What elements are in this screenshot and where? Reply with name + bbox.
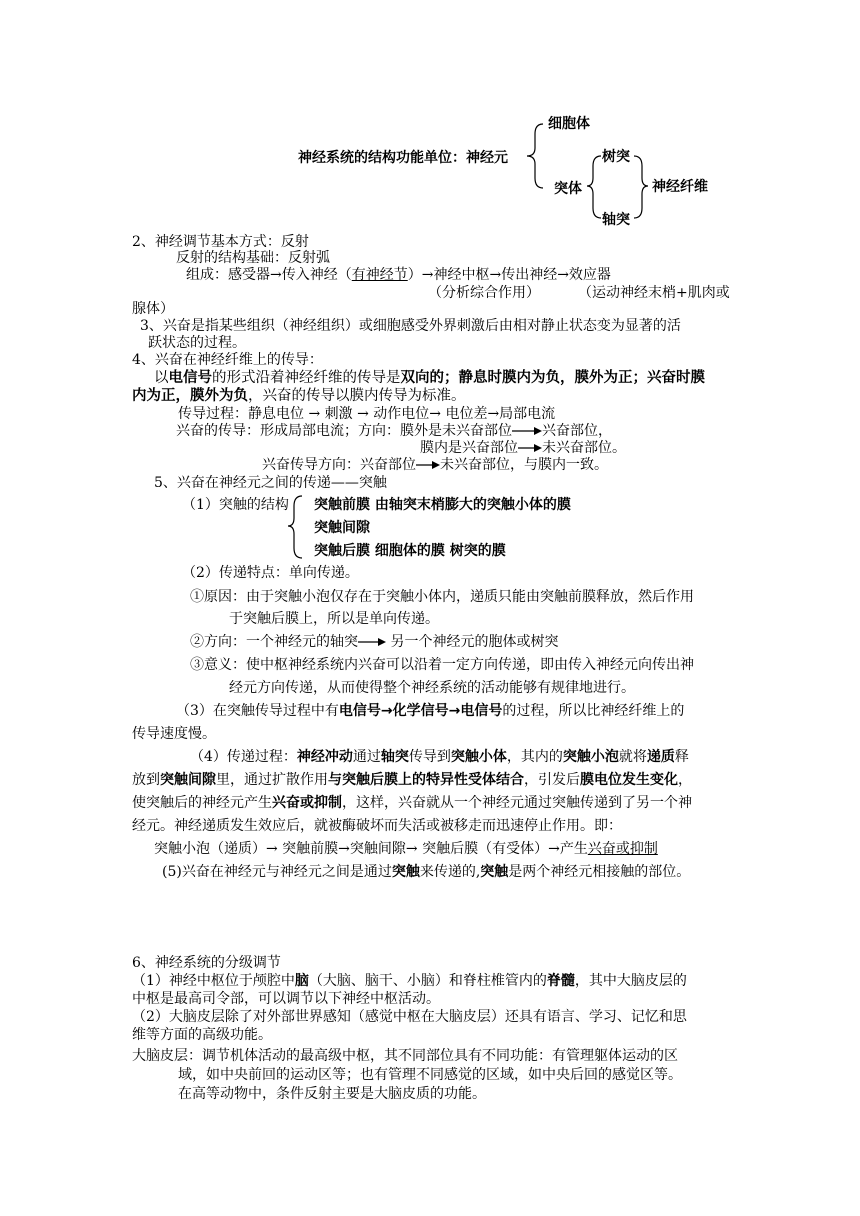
arrow-icon: [358, 637, 386, 647]
s4-p1-electric: 电信号: [168, 370, 212, 386]
s4-direction-a: 兴奋传导方向：兴奋部位: [262, 457, 416, 473]
s5-p5-a: (5)兴奋在神经元与神经元之间是通过: [162, 864, 392, 880]
s5-p4-2f: 膜电位发生变化: [580, 772, 678, 788]
s5-p4-1b: 神经冲动: [296, 749, 353, 765]
s5-p3-c: 的过程，所以比神经纤维上的: [502, 703, 685, 719]
arrow-icon: [512, 426, 542, 436]
tree-axon: 轴突: [602, 212, 630, 228]
s5-meaning1: ③意义：使中枢神经系统内兴奋可以沿着一定方向传递，即由传入神经元向传出神: [190, 657, 694, 673]
s5-reason1: ①原因：由于突触小泡仅存在于突触小体内，递质只能由突触前膜释放，然后作用: [190, 589, 694, 605]
s5-chain-b: 兴奋或抑制: [587, 841, 658, 857]
s5-p4-line3: [132, 794, 692, 812]
s4-p1c: 的形式沿着神经纤维的传导是: [212, 370, 401, 386]
s2-note-analysis: （分析综合作用）: [428, 285, 540, 301]
s5-p5-d: 突触: [480, 864, 509, 880]
s5-p4-2c: 里，通过扩散作用: [216, 772, 328, 788]
s5-reason2: 于突触后膜上，所以是单向传递。: [229, 611, 439, 627]
s5-p3-a: （3）在突触传导过程中有: [176, 703, 339, 719]
s5-dir-a: ②方向：一个神经元的轴突: [190, 634, 358, 650]
s5-p4-3a: 使突触后的神经元产生: [132, 795, 272, 811]
s5-p4-line1: [190, 748, 689, 766]
s5-p4-line4: 经元。神经递质发生效应后，就被酶破坏而失活或被移走而迅速停止作用。即：: [132, 818, 622, 834]
s5-struct-brace: [286, 492, 308, 564]
s5-pre-membrane: 突触前膜 由轴突末梢膨大的突触小体的膜: [314, 497, 571, 513]
s5-p4-2d: 与突触后膜上的特异性受体结合: [328, 772, 524, 788]
s4-heading: 4、兴奋在神经纤维上的传导：: [132, 352, 323, 368]
s5-p3-signals: 电信号→化学信号→电信号: [338, 703, 503, 719]
s2-comp-b: ）→神经中枢→传出神经→效应器: [407, 267, 611, 283]
s4-inner-b: 未兴奋部位。: [542, 440, 626, 456]
s6-l1d: 脊髓: [546, 973, 575, 989]
s4-p2a: 内为正，膜外为负: [132, 388, 248, 404]
s5-meaning2: 经元方向传递，从而使得整个神经系统的活动能够有规律地进行。: [229, 680, 635, 696]
s4-inner-a: 膜内是兴奋部位: [420, 440, 518, 456]
s5-direction: [190, 633, 558, 651]
s3-line2: 跃状态的过程。: [148, 335, 246, 351]
s2-basis: 反射的结构基础：反射弧: [176, 250, 330, 266]
s2-comp-ganglion: 有神经节: [351, 267, 408, 283]
s4-p1d: 双向的；静息时膜内为负，膜外为正；兴奋时膜: [400, 370, 705, 386]
s5-p4-2a: 放到: [132, 772, 160, 788]
s5-p4-1e: 传导到: [408, 749, 451, 765]
s5-p5-c: 来传递的,: [419, 864, 481, 880]
s6-heading: 6、神经系统的分级调节: [132, 955, 281, 971]
tree-fiber: 神经纤维: [652, 179, 708, 195]
s4-process: 传导过程：静息电位 → 刺激 → 动作电位→ 电位差→局部电流: [178, 406, 556, 422]
s2-note-effector: （运动神经末梢+肌肉或: [578, 285, 730, 301]
s5-p4-1a: （4）传递过程：: [190, 749, 297, 765]
s4-conduct: [176, 422, 612, 440]
s5-p3-line2: 传导速度慢。: [132, 726, 216, 742]
s5-p4-1d: 轴突: [380, 749, 409, 765]
s5-heading: 5、兴奋在神经元之间的传递——突触: [154, 475, 387, 491]
s4-direction: [262, 456, 608, 474]
s5-p4-3b: 兴奋或抑制: [272, 795, 342, 811]
tree-dendrite: 树突: [602, 149, 630, 165]
s4-para-line2: [132, 387, 466, 405]
s2-comp-a: 组成：感受器→传入神经（: [186, 267, 352, 283]
s5-p4-1i: 就将: [618, 749, 647, 765]
s4-conduct-b: 兴奋部位，: [542, 423, 612, 439]
s6-line4: 维等方面的高级功能。: [132, 1027, 272, 1043]
s6-line3: （2）大脑皮层除了对外部世界感知（感觉中枢在大脑皮层）还具有语言、学习、记忆和思: [132, 1009, 687, 1025]
s5-p4-1h: 突触小泡: [562, 749, 619, 765]
s6-l1c: （大脑、脑干、小脑）和脊柱椎管内的: [308, 973, 547, 989]
s5-dir-b: 另一个神经元的胞体或树突: [390, 634, 559, 650]
s6-line5: 大脑皮层：调节机体活动的最高级中枢，其不同部位具有不同功能：有管理躯体运动的区: [132, 1048, 678, 1064]
s4-p2b: ，兴奋的传导以膜内传导为标准。: [248, 388, 466, 404]
s2-heading: 2、神经调节基本方式：反射: [132, 234, 309, 250]
s5-p4-1j: 递质: [646, 749, 675, 765]
s5-p4-line2: [132, 771, 692, 789]
s6-line6: 域，如中央前回的运动区等；也有管理不同感觉的区域，如中央后回的感觉区等。: [178, 1067, 682, 1083]
s6-line1: [132, 972, 687, 990]
s6-l1b: 脑: [294, 973, 309, 989]
s5-p4-3c: ，这样，兴奋就从一个神经元通过突触传递到了另一个神: [342, 795, 692, 811]
s5-p4-1g: ，其内的: [506, 749, 563, 765]
s6-l1e: ，其中大脑皮层的: [574, 973, 687, 989]
s4-inner: [420, 439, 626, 457]
s4-para-line1: [154, 369, 705, 387]
s5-post-membrane: 突触后膜 细胞体的膜 树突的膜: [314, 543, 506, 559]
s5-p4-1c: 通过: [352, 749, 381, 765]
s5-p4-2b: 突触间隙: [160, 772, 216, 788]
s5-struct-label: （1）突触的结构: [182, 497, 289, 513]
s5-p5-e: 是两个神经元相接触的部位。: [508, 864, 691, 880]
s3-line1: 3、兴奋是指某些组织（神经组织）或细胞感受外界刺激后由相对静止状态变为显著的活: [140, 318, 681, 334]
s5-feature: （2）传递特点：单向传递。: [182, 565, 359, 581]
s2-components: [186, 266, 611, 284]
arrow-icon: [518, 443, 542, 453]
arrow-icon: [416, 460, 440, 470]
tree-process: 突体: [554, 181, 582, 197]
s6-line7: 在高等动物中，条件反射主要是大脑皮质的功能。: [178, 1086, 486, 1102]
tree-root-label: 神经系统的结构功能单位：神经元: [298, 150, 508, 166]
s5-p5-b: 突触: [391, 864, 420, 880]
s4-conduct-a: 兴奋的传导：形成局部电流；方向：膜外是未兴奋部位: [176, 423, 512, 439]
s5-chain-a: 突触小泡（递质）→ 突触前膜→突触间隙→ 突触后膜（有受体）→产生: [154, 841, 588, 857]
s5-p4-1k: 释: [674, 749, 689, 765]
s5-p3-line1: [176, 702, 684, 720]
s6-l1a: （1）神经中枢位于颅腔中: [132, 973, 295, 989]
s6-line2: 中枢是最高司令部，可以调节以下神经中枢活动。: [132, 991, 440, 1007]
s4-direction-b: 未兴奋部位，与膜内一致。: [440, 457, 608, 473]
s4-p1a: 以: [154, 370, 169, 386]
s5-p5: [162, 863, 690, 881]
s5-p4-2g: ，: [678, 772, 692, 788]
s5-p4-1f: 突触小体: [450, 749, 507, 765]
s5-p4-2e: ，引发后: [524, 772, 580, 788]
s5-chain: [154, 840, 658, 858]
s2-note-gland: 腺体）: [132, 301, 174, 317]
tree-cell-body: 细胞体: [548, 116, 590, 132]
s5-gap: 突触间隙: [314, 520, 370, 536]
